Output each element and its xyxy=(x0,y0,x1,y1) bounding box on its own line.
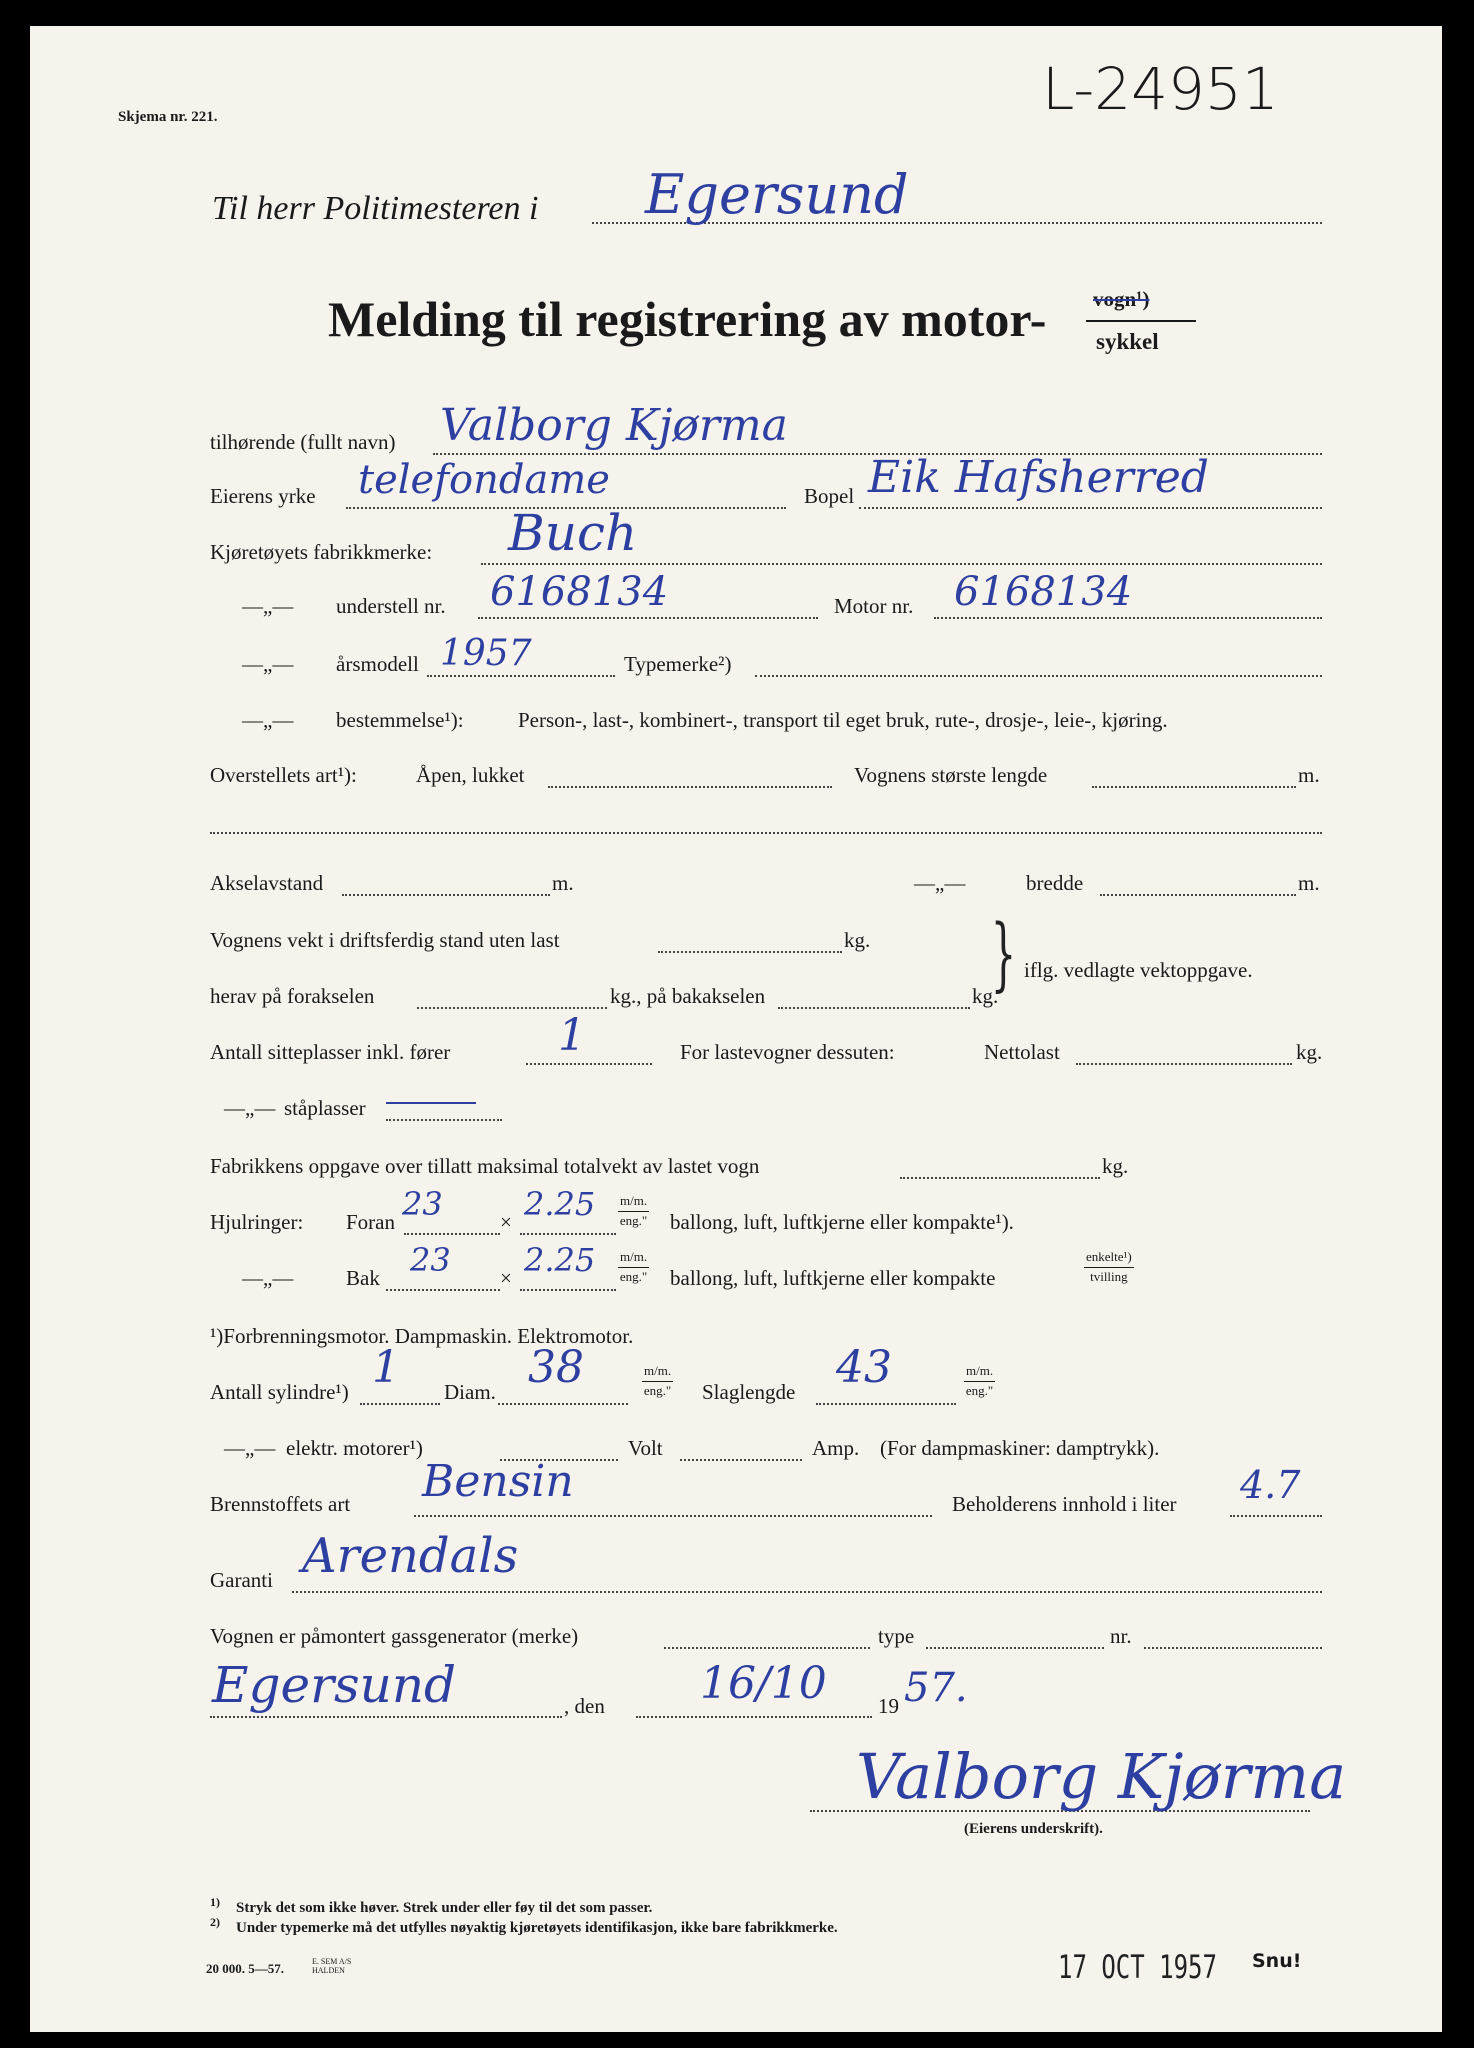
residence-value: Eik Hafsherred xyxy=(868,452,1209,503)
note2-text: Under typemerke må det utfylles nøyaktig kjøretøyets identifikasjon, ikke bare fabrikkmerke. xyxy=(236,1920,838,1936)
chassis-label: understell nr. xyxy=(336,594,446,618)
width-unit: m. xyxy=(1298,871,1320,895)
chassis-value: 6168134 xyxy=(490,569,669,615)
net-load-label: Nettolast xyxy=(984,1040,1060,1064)
owner-label: tilhørende (fullt navn) xyxy=(210,430,396,454)
axle-label: Akselavstand xyxy=(210,871,324,895)
rear-axle-unit: kg. xyxy=(972,984,999,1008)
tires-label: Hjulringer: xyxy=(210,1210,304,1234)
tires-front-label: Foran xyxy=(346,1210,395,1234)
weight-label: Vognens vekt i driftsferdig stand uten last xyxy=(210,928,560,952)
date-line xyxy=(636,1716,872,1718)
weight-note: iflg. vedlagte vektoppgave. xyxy=(1024,958,1253,982)
volt-line xyxy=(680,1459,802,1461)
tire-types-front: ballong, luft, luftkjerne eller kompakte¹). xyxy=(670,1210,1014,1234)
bore-value: 38 xyxy=(528,1342,584,1393)
tires-front-b-value: 2.25 xyxy=(524,1185,596,1223)
gas-type-line xyxy=(926,1647,1104,1649)
archive-number: L-24951 xyxy=(1042,55,1279,123)
max-weight-label: Fabrikkens oppgave over tillatt maksimal totalvekt av lastet vogn xyxy=(210,1154,760,1178)
chassis-line xyxy=(478,617,818,619)
addressee-label: Til herr Politimesteren i xyxy=(212,190,539,227)
standing-line xyxy=(386,1119,502,1121)
turn-over: Snu! xyxy=(1252,1950,1302,1972)
bore-unit: m/m. eng." xyxy=(643,1363,672,1398)
tank-value: 4.7 xyxy=(1240,1463,1301,1507)
gas-type-label: type xyxy=(878,1624,915,1648)
tires-rear-label: Bak xyxy=(346,1266,380,1290)
rear-axle-line xyxy=(778,1007,970,1009)
purpose-label: bestemmelse¹): xyxy=(336,708,464,732)
fuel-line xyxy=(414,1515,932,1517)
signature-value: Valborg Kjørma xyxy=(856,1740,1347,1813)
form-title: Melding til registrering av motor- xyxy=(328,291,1047,347)
print-info: 20 000. 5—57. xyxy=(206,1961,284,1976)
bore-label: Diam. xyxy=(444,1380,496,1404)
ditto-year: —„— xyxy=(242,652,294,676)
amp-label: Amp. xyxy=(812,1436,860,1460)
occupation-label: Eierens yrke xyxy=(210,484,316,508)
net-load-line xyxy=(1076,1063,1292,1065)
place-line xyxy=(210,1716,562,1718)
rear-axle-label: kg., på bakakselen xyxy=(610,984,766,1008)
max-weight-line xyxy=(900,1177,1100,1179)
ditto-electric: —„— xyxy=(224,1436,276,1460)
purpose-options: Person-, last-, kombinert-, transport til eget bruk, rute-, drosje-, leie-, kjøring. xyxy=(518,708,1168,732)
warranty-line xyxy=(292,1591,1322,1593)
title-fraction-bar xyxy=(1086,320,1196,322)
fuel-value: Bensin xyxy=(422,1456,574,1507)
warranty-label: Garanti xyxy=(210,1568,273,1592)
length-line xyxy=(1092,786,1296,788)
received-stamp: 17 OCT 1957 xyxy=(1058,1948,1217,1986)
make-line xyxy=(481,563,1322,565)
ditto-tires-rear: —„— xyxy=(242,1266,294,1290)
length-label: Vognens største lengde xyxy=(854,763,1048,787)
cylinders-value: 1 xyxy=(372,1342,400,1393)
date-label: , den xyxy=(564,1694,605,1718)
year-line xyxy=(427,675,615,677)
axle-unit: m. xyxy=(552,871,574,895)
residence-label: Bopel xyxy=(804,484,855,508)
tank-line xyxy=(1230,1515,1322,1517)
tires-front-a-value: 23 xyxy=(402,1185,443,1223)
tires-front-b-line xyxy=(520,1233,616,1235)
warranty-value: Arendals xyxy=(302,1528,519,1584)
cylinders-line xyxy=(360,1403,440,1405)
stroke-value: 43 xyxy=(836,1342,892,1393)
year-label: årsmodell xyxy=(336,652,419,676)
stroke-label: Slaglengde xyxy=(702,1380,796,1404)
residence-line xyxy=(859,507,1322,509)
motor-value: 6168134 xyxy=(954,569,1133,615)
stroke-unit: m/m. eng." xyxy=(965,1363,994,1398)
make-value: Buch xyxy=(508,504,638,562)
year-value: 1957 xyxy=(440,633,532,674)
tire-types-rear: ballong, luft, luftkjerne eller kompakte xyxy=(670,1266,996,1290)
date-value: 16/10 xyxy=(700,1658,827,1709)
form-number: Skjema nr. 221. xyxy=(118,109,218,125)
engine-types: ¹)Forbrenningsmotor. Dampmaskin. Elektromotor. xyxy=(210,1324,634,1348)
year-prefix: 19 xyxy=(878,1694,899,1718)
note2-mark: 2) xyxy=(210,1915,220,1929)
ditto-standing: —„— xyxy=(224,1096,276,1120)
addressee-value: Egersund xyxy=(645,163,909,226)
tires-rear-a-value: 23 xyxy=(410,1241,451,1279)
tires-rear-b-line xyxy=(520,1289,616,1291)
volt-label: Volt xyxy=(628,1436,663,1460)
weight-unit: kg. xyxy=(844,928,871,952)
type-label: Typemerke²) xyxy=(624,652,732,676)
type-line xyxy=(755,675,1322,677)
note1-mark: 1) xyxy=(210,1895,220,1909)
tires-rear-unit: m/m. eng." xyxy=(619,1249,648,1284)
note1-text: Stryk det som ikke høver. Strek under eller føy til det som passer. xyxy=(236,1900,653,1916)
ditto-width: —„— xyxy=(914,871,966,895)
body-line xyxy=(548,786,832,788)
gas-nr-label: nr. xyxy=(1110,1624,1132,1648)
gas-nr-line xyxy=(1144,1647,1322,1649)
width-line xyxy=(1100,894,1296,896)
length-unit: m. xyxy=(1298,763,1320,787)
steam-label: (For dampmaskiner: damptrykk). xyxy=(880,1436,1160,1460)
standing-label: ståplasser xyxy=(284,1096,366,1120)
tires-rear-b-value: 2.25 xyxy=(524,1241,596,1279)
seats-label: Antall sitteplasser inkl. fører xyxy=(210,1040,451,1064)
title-option-sykkel: sykkel xyxy=(1096,329,1159,354)
tank-label: Beholderens innhold i liter xyxy=(952,1492,1177,1516)
year-suffix-value: 57. xyxy=(904,1665,968,1711)
standing-dash xyxy=(386,1102,476,1104)
tires-rear-mount: enkelte¹) tvilling xyxy=(1086,1249,1132,1284)
bore-line xyxy=(498,1403,628,1405)
stroke-line xyxy=(816,1403,956,1405)
ditto-chassis: —„— xyxy=(242,594,294,618)
motor-label: Motor nr. xyxy=(834,594,914,618)
tires-front-times: × xyxy=(500,1210,512,1234)
gas-line xyxy=(664,1647,870,1649)
form-sheet xyxy=(30,26,1442,2032)
cylinders-label: Antall sylindre¹) xyxy=(210,1380,349,1404)
max-weight-unit: kg. xyxy=(1102,1154,1129,1178)
electric-label: elektr. motorer¹) xyxy=(286,1436,423,1460)
axle-line xyxy=(342,894,550,896)
title-option-vogn: vogn¹) xyxy=(1093,287,1150,311)
weight-brace: } xyxy=(990,907,1017,1000)
width-label: bredde xyxy=(1026,871,1084,895)
tires-front-a-line xyxy=(404,1233,500,1235)
owner-value: Valborg Kjørma xyxy=(440,400,788,451)
fuel-label: Brennstoffets art xyxy=(210,1492,351,1516)
signature-label: (Eierens underskrift). xyxy=(964,1821,1103,1837)
weight-line xyxy=(658,951,842,953)
truck-label: For lastevogner dessuten: xyxy=(680,1040,895,1064)
body-options: Åpen, lukket xyxy=(416,763,525,787)
gas-label: Vognen er påmontert gassgenerator (merke) xyxy=(210,1624,579,1648)
occupation-value: telefondame xyxy=(358,457,610,503)
net-load-unit: kg. xyxy=(1296,1040,1323,1064)
place-value: Egersund xyxy=(212,1656,457,1714)
printer: E. SEM A/S HALDEN xyxy=(312,1957,352,1975)
blank-line xyxy=(210,832,1322,834)
seats-line xyxy=(526,1063,652,1065)
motor-line xyxy=(934,617,1322,619)
make-label: Kjøretøyets fabrikkmerke: xyxy=(210,540,433,564)
body-label: Overstellets art¹): xyxy=(210,763,357,787)
seats-value: 1 xyxy=(558,1010,586,1061)
ditto-purpose: —„— xyxy=(242,708,294,732)
front-axle-label: herav på forakselen xyxy=(210,984,375,1008)
tires-rear-times: × xyxy=(500,1266,512,1290)
tires-front-unit: m/m. eng." xyxy=(619,1193,648,1228)
front-axle-line xyxy=(417,1007,607,1009)
tires-rear-a-line xyxy=(386,1289,500,1291)
